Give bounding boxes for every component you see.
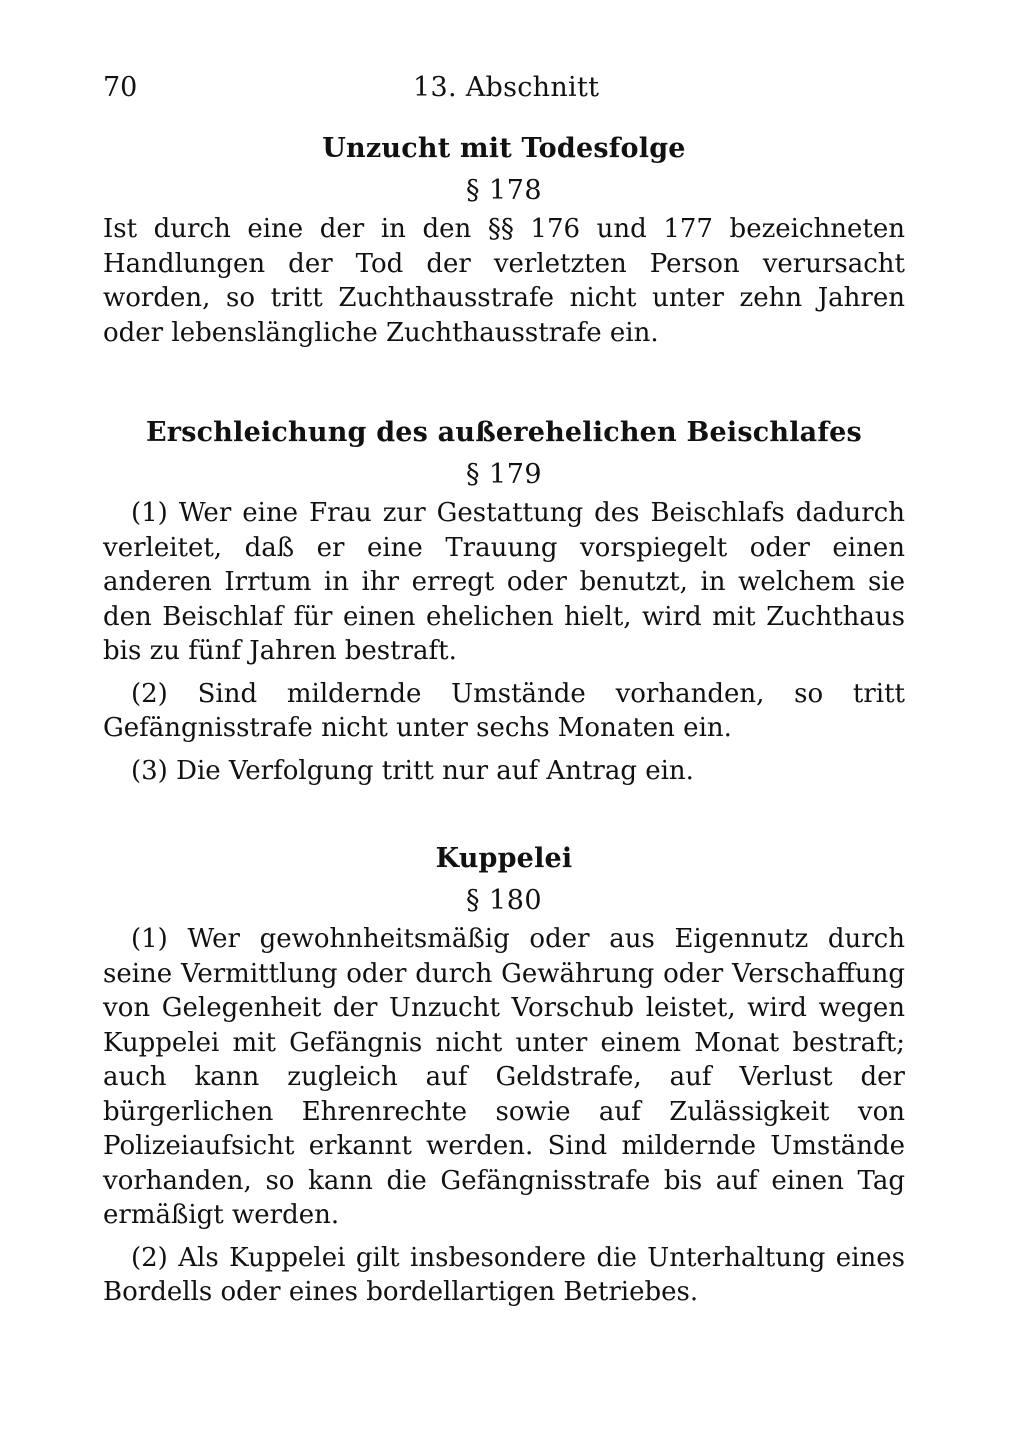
section-heading: Kuppelei bbox=[435, 843, 573, 874]
paragraph-text: (1) Wer eine Frau zur Gestattung des Beischlafs dadurch verleitet, daß er eine Trauung vorspiegelt oder einen anderen Irrtum in ihr erregt oder benutzt, in welchem sie den Beischlaf für einen ehelichen hielt, wird mit Zuchthaus bis zu fünf Jahren bestraft. bbox=[103, 498, 905, 666]
paragraph-text: (3) Die Verfolgung tritt nur auf Antrag ein. bbox=[131, 755, 694, 786]
section-heading: Erschleichung des außerehelichen Beischlafes bbox=[146, 417, 862, 448]
paragraph-text: Ist durch eine der in den §§ 176 und 177 bezeichneten Handlungen der Tod der verletzten Person verursacht worden, so tritt Zuchthausstrafe nicht unter zehn Jahren oder lebenslängliche Zuchthausstrafe ein. bbox=[103, 214, 905, 348]
paragraph-text: (2) Als Kuppelei gilt insbesondere die Unterhaltung eines Bordells oder eines bordellartigen Betriebes. bbox=[103, 1242, 905, 1307]
paragraph-number: § 180 bbox=[465, 885, 543, 916]
paragraph-text: (2) Sind mildernde Umstände vorhanden, so tritt Gefängnisstrafe nicht unter sechs Monaten ein. bbox=[103, 678, 905, 743]
paragraph-number: § 179 bbox=[465, 459, 543, 490]
section-178 bbox=[103, 132, 905, 350]
paragraph-number: § 178 bbox=[465, 175, 543, 206]
page-header bbox=[103, 70, 905, 106]
page-number: 70 bbox=[103, 72, 138, 103]
section-179 bbox=[103, 416, 905, 788]
chapter-title: 13. Abschnitt bbox=[413, 72, 600, 103]
paragraph-text: (1) Wer gewohnheitsmäßig oder aus Eigennutz durch seine Vermittlung oder durch Gewährung oder Verschaffung von Gelegenheit der Unzucht Vorschub leistet, wird wegen Kuppelei mit Gefängnis nicht unter einem Monat bestraft; auch kann zugleich auf Geldstrafe, auf Verlust der bürgerlichen Ehrenrechte sowie auf Zulässigkeit von Polizeiaufsicht erkannt werden. Sind mildernde Umstände vorhanden, so kann die Gefängnisstrafe bis auf einen Tag ermäßigt werden. bbox=[103, 924, 905, 1230]
section-heading: Unzucht mit Todesfolge bbox=[322, 133, 686, 164]
section-180 bbox=[103, 842, 905, 1310]
